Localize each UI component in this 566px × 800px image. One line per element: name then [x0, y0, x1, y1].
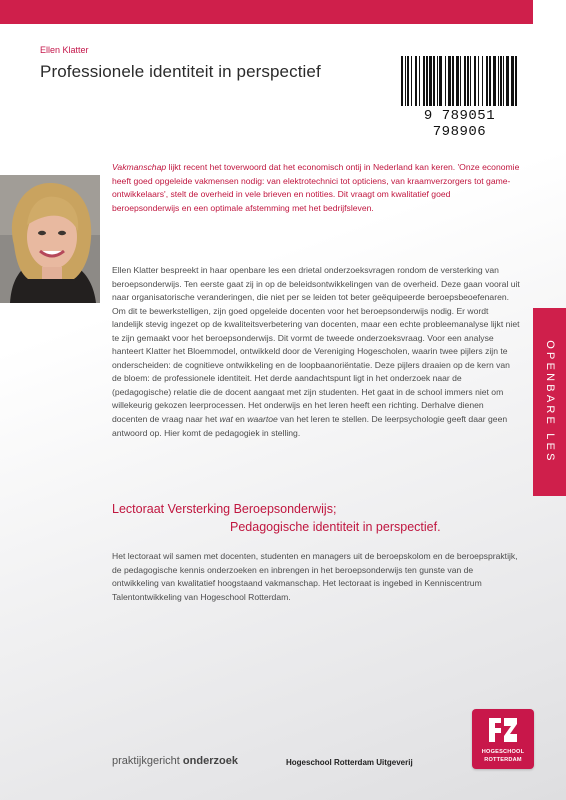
barcode-bar	[503, 56, 504, 106]
barcode-bar	[426, 56, 428, 106]
barcode-bar	[419, 56, 420, 106]
body-text-part3: van het leren te stellen. De leerpsychologie geeft daar geen antwoord op. Hier komt de pedagogiek in stelling.	[112, 414, 508, 438]
body-text-part2: en	[232, 414, 248, 425]
barcode-bar	[415, 56, 417, 106]
barcode-bar	[456, 56, 459, 106]
side-tab-openbare-les	[533, 308, 566, 496]
body-text-part1: Ellen Klatter bespreekt in haar openbare les een drietal onderzoeksvragen rondom de versterking van beroepsonderwijs. Ten eerste gaat zij in op de beleidsontwikkelingen van de overheid. Deze gaan vooral uit naar organisatorische veranderingen, die niet per se leiden tot beter geëquipeerde beroepsbeoefenaren. Om dit te bewerkstelligen, zijn goed opgeleide docenten voor het beroepsonderwijs nodig. Er wordt landelijk stevig ingezet op de kwaliteitsverbetering van docenten, maar een echte probleemanalyse lijkt niet te zijn gemaakt voor het beroepsonderwijs. Dit vormt de tweede onderzoeksvraag. Voor een analyse hanteert Klatter het Bloemmodel, ontwikkeld door de Vereniging Hogescholen, waarin twee pijlers zijn te onderscheiden: de cognitieve ontwikkeling en de loopbaanoriëntatie. Deze pijlers draaien op de kern van de bloem: de professionele identiteit. Het derde aandachtspunt ligt in het onderzoek naar de (pedagogische) relatie die de docent aangaat met zijn studenten. Het gaat in de school immers niet om willekeurig gekozen leerprocessen. Het onderwijs en het leren heeft een richting. Derhalve dienen docenten de vraag naar het	[112, 265, 520, 425]
logo-text-line1: HOGESCHOOL	[481, 749, 525, 755]
isbn-number: 9 789051 798906	[423, 108, 496, 140]
barcode-bar	[460, 56, 461, 106]
body-paragraph	[112, 264, 520, 440]
barcode-bar	[506, 56, 509, 106]
series-tagline	[112, 755, 238, 767]
barcode-bar	[482, 56, 483, 106]
hogeschool-rotterdam-logo	[472, 709, 534, 769]
body-italic-waartoe: waartoe	[247, 414, 278, 425]
barcode-bar	[439, 56, 442, 106]
body-italic-wat: wat	[219, 414, 233, 425]
isbn-barcode	[393, 52, 526, 140]
barcode-bar	[474, 56, 476, 106]
barcode-bar	[478, 56, 479, 106]
lectoraat-line2: Pedagogische identiteit in perspectief.	[230, 520, 441, 534]
barcode-bar	[493, 56, 496, 106]
barcode-bar	[467, 56, 469, 106]
intro-italic-lead: Vakmanschap	[112, 162, 167, 172]
author-photo	[0, 175, 100, 303]
barcode-bar	[423, 56, 425, 106]
barcode-bar	[511, 56, 514, 106]
lectoraat-line1: Lectoraat Versterking Beroepsonderwijs;	[112, 502, 337, 516]
tagline-bold: onderzoek	[182, 755, 238, 767]
book-title: Professionele identiteit in perspectief	[40, 62, 321, 81]
barcode-bar	[407, 56, 409, 106]
logo-mark-icon	[485, 714, 521, 746]
barcode-bar	[486, 56, 488, 106]
lectoraat-paragraph: Het lectoraat wil samen met docenten, studenten en managers uit de beroepskolom en de beroepspraktijk, de pedagogische kennis onderzoeken en inbrengen in het beroepsonderwijs ten gunste van de ontwikkeling van kwalitatief hoogstaand vakmanschap. Het lectoraat is ingebed in Kenniscentrum Talentontwikkeling van Hogeschool Rotterdam.	[112, 551, 518, 602]
top-color-band	[0, 0, 533, 24]
barcode-bar	[452, 56, 454, 106]
publisher-name: Hogeschool Rotterdam Uitgeverij	[286, 758, 413, 767]
barcode-bar	[464, 56, 466, 106]
intro-paragraph	[112, 161, 520, 215]
barcode-bar	[445, 56, 446, 106]
barcode-bar	[448, 56, 451, 106]
tagline-regular: praktijkgericht	[112, 755, 183, 767]
lectoraat-heading	[112, 500, 532, 536]
barcode-bars	[399, 56, 520, 108]
author-name: Ellen Klatter	[40, 45, 89, 55]
barcode-bar	[411, 56, 412, 106]
barcode-bar	[401, 56, 403, 106]
barcode-bar	[433, 56, 435, 106]
barcode-bar	[500, 56, 502, 106]
barcode-bar	[429, 56, 432, 106]
barcode-bar	[405, 56, 406, 106]
barcode-bar	[498, 56, 499, 106]
side-tab-label: OPENBARE LES	[543, 340, 556, 464]
logo-text-line2: ROTTERDAM	[484, 757, 522, 763]
intro-text: lijkt recent het toverwoord dat het economisch ontij in Nederland kan keren. 'Onze economie heeft goed opgeleide vakmensen nodig: van elektrotechnici tot opticiens, van kraamverzorgers tot game-ontwikkelaars', stelt de overheid in vele brieven en notities. Dit vraagt om kwalitatief goed beroepsonderwijs en een optimale afstemming met het bedrijfsleven.	[112, 162, 520, 213]
barcode-bar	[515, 56, 517, 106]
barcode-bar	[437, 56, 438, 106]
barcode-bar	[470, 56, 471, 106]
barcode-bar	[489, 56, 491, 106]
